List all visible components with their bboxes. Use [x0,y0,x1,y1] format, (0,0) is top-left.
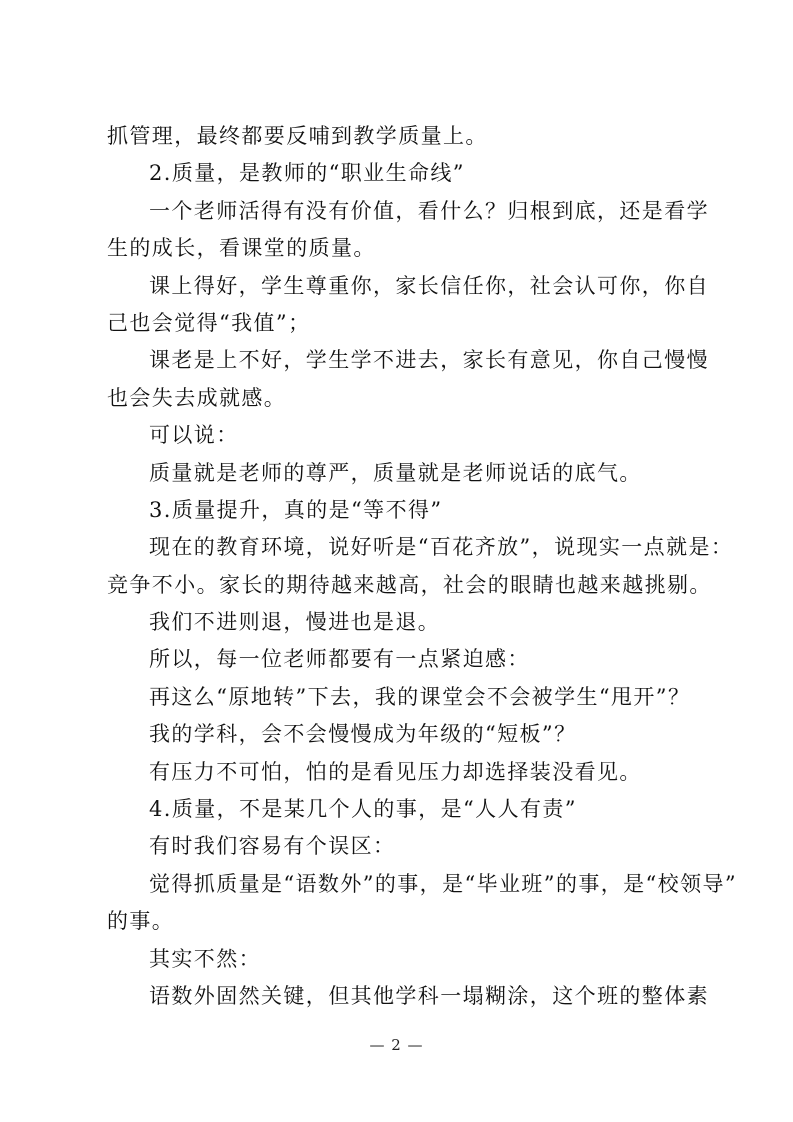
document-body [107,118,738,1015]
section-heading: 2.质量，是教师的“职业生命线” [149,161,465,186]
paragraph-line: 竞争不小。家长的期待越来越高，社会的眼睛也越来越挑剔。 [107,572,712,597]
paragraph-line: 其实不然： [149,946,261,971]
paragraph-line: 现在的教育环境，说好听是“百花齐放”，说现实一点就是： [149,535,734,560]
paragraph-line: 觉得抓质量是“语数外”的事，是“毕业班”的事，是“校领导” [149,871,738,896]
paragraph-line: 也会失去成就感。 [107,385,287,410]
page-number: — 2 — [369,1036,424,1054]
paragraph-line: 质量就是老师的尊严，质量就是老师说话的底气。 [149,460,642,485]
paragraph-line: 有时我们容易有个误区： [149,834,396,859]
paragraph-line: 一个老师活得有没有价值，看什么？归根到底，还是看学 [149,198,709,223]
paragraph-line: 语数外固然关键，但其他学科一塌糊涂，这个班的整体素 [149,983,709,1008]
paragraph-line: 再这么“原地转”下去，我的课堂会不会被学生“甩开”？ [149,684,691,709]
paragraph-line: 课上得好，学生尊重你，家长信任你，社会认可你，你自 [149,273,709,298]
paragraph-line: 可以说： [149,423,239,448]
paragraph-line: 课老是上不好，学生学不进去，家长有意见，你自己慢慢 [149,348,709,373]
section-heading: 4.质量，不是某几个人的事，是“人人有责” [149,797,577,822]
paragraph-line: 我的学科，会不会慢慢成为年级的“短板”？ [149,722,577,747]
text-line: 抓管理，最终都要反哺到教学质量上。 [107,124,488,148]
paragraph-line: 我们不进则退，慢进也是退。 [149,610,441,635]
paragraph-line: 有压力不可怕，怕的是看见压力却选择装没看见。 [149,759,642,784]
paragraph-line: 的事。 [107,909,175,934]
section-heading: 3.质量提升，真的是“等不得” [149,497,443,522]
paragraph-line: 所以，每一位老师都要有一点紧迫感： [149,647,530,672]
paragraph-line: 己也会觉得“我值”； [107,310,311,335]
paragraph-line: 生的成长，看课堂的质量。 [107,236,376,261]
